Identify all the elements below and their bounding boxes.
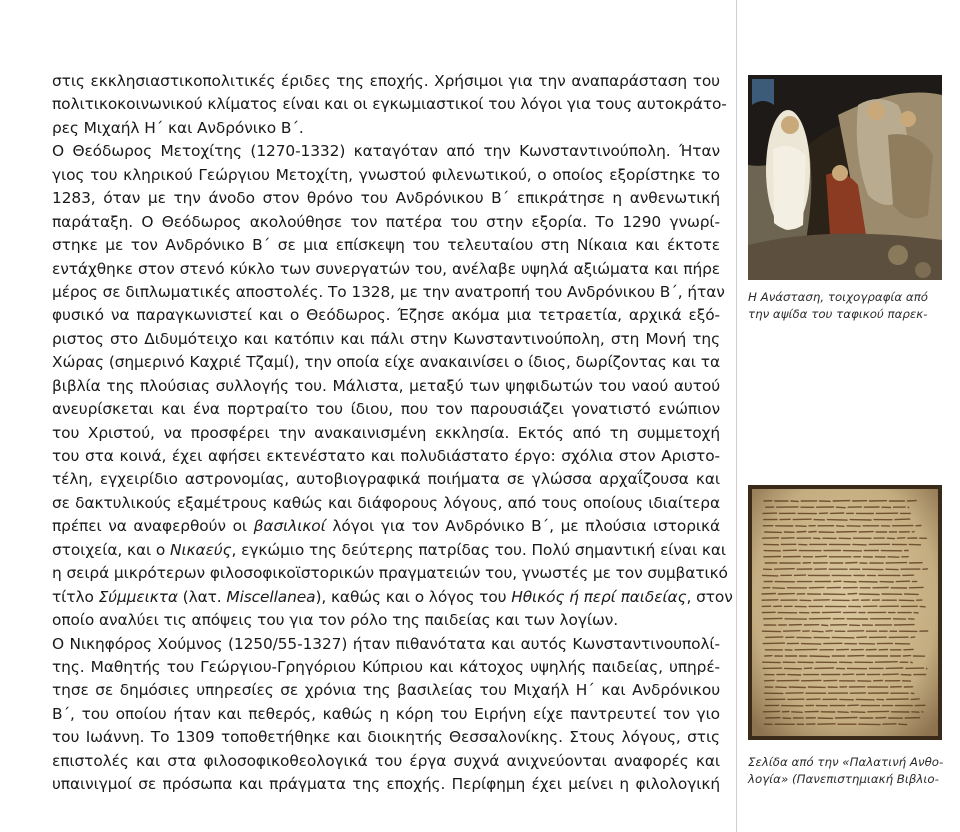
manuscript-writing-stroke <box>848 594 857 595</box>
manuscript-writing-stroke <box>895 519 910 520</box>
body-text <box>52 70 733 797</box>
manuscript-writing-stroke <box>911 662 913 663</box>
manuscript-writing-stroke <box>766 637 783 638</box>
text-segment: ), καθώς και ο λόγος του <box>315 587 512 606</box>
text-line <box>52 586 733 609</box>
text-segment: γιος του κληρικού Γεώργιου Μετοχίτη, γνωστού φιλενωτικού, ο οποίος εξορίστηκε το <box>52 165 720 184</box>
caption-line: λογία» (Πανεπιστημιακή Βιβλιο- <box>748 772 939 786</box>
text-line <box>52 211 720 234</box>
text-segment: Χώρας (σημερινό Καχριέ Τζαμί), την οποία είχε ανακαινίσει ο ίδιος, δωρίζοντας και τα <box>52 353 720 372</box>
text-line <box>52 539 726 562</box>
manuscript-writing-stroke <box>810 656 829 657</box>
manuscript-writing-stroke <box>883 674 898 675</box>
text-line <box>52 258 720 281</box>
text-line <box>52 515 720 538</box>
italic-title: Νικαεύς <box>170 540 232 559</box>
text-segment: στηκε με τον Ανδρόνικο Β΄ σε μια επίσκεψη του τελευταίου στη Νίκαια και έκτοτε <box>52 236 720 255</box>
text-segment: επιστολές και στα φιλοσοφικοθεολογικά του έργα συχνά ανιχνεύονται αναφορές και <box>52 751 720 770</box>
manuscript-writing-stroke <box>911 699 919 700</box>
manuscript-writing-stroke <box>763 643 784 644</box>
text-segment: στις εκκλησιαστικοπολιτικές έριδες της εποχής. Χρήσιμοι για την αναπαράσταση του <box>52 72 720 90</box>
text-segment: Ο Θεόδωρος Μετοχίτης (1270-1332) καταγόταν από την Κωνσταντινούπολη. Ήταν <box>52 142 720 161</box>
text-segment: τέλη, εγχειρίδιο αστρονομίας, αυτοβιογραφικά ποιήματα σε γλώσσα αρχαΐζουσα και <box>52 470 720 489</box>
text-line <box>52 117 720 140</box>
text-line <box>52 234 720 257</box>
text-segment: η σειρά μικρότερων φιλοσοφικοϊστορικών πραγματειών του, γνωστές με τον συμβατικό <box>52 564 728 583</box>
manuscript-writing-stroke <box>876 662 898 663</box>
manuscript-writing-stroke <box>773 588 785 589</box>
text-line <box>52 726 720 749</box>
text-line <box>52 679 720 702</box>
text-segment: φυσικό να παραγκωνιστεί και ο Θεόδωρος. Έζησε ακόμα μια τετραετία, αρχικά εξό- <box>52 306 720 325</box>
text-segment: της. Μαθητής του Γεώργιου-Γρηγόριου Κύπριου και κάτοχος υψηλής παιδείας, υπηρέ- <box>52 657 720 676</box>
text-segment: οποίο αναλύει τις απόψεις του για τον ρόλο της παιδείας και των λογίων. <box>52 611 619 630</box>
text-segment: (λατ. <box>177 587 227 606</box>
text-segment: μέρος σε διπλωματικές αποστολές. Το 1328, με την ανατροπή του Ανδρόνικου Β΄, ήταν <box>52 282 725 301</box>
text-segment: του Ιωάννη. Το 1309 τοποθετήθηκε και διοικητής Θεσσαλονίκης. Στους λόγους, στις <box>52 728 720 747</box>
text-segment: παράταξη. Ο Θεόδωρος ακολούθησε τον πατέρα του στην εξορία. Το 1290 γνωρί- <box>52 212 720 231</box>
text-line <box>52 562 728 585</box>
manuscript-writing-stroke <box>848 705 858 706</box>
manuscript-writing-stroke <box>775 569 795 570</box>
manuscript-writing-stroke <box>846 563 857 564</box>
manuscript-writing-stroke <box>827 520 847 521</box>
text-segment: του Χριστού, να προσφέρει την ανακαινισμένη εκκλησία. Εκτός από τη συμμετοχή <box>52 423 720 442</box>
manuscript-writing-stroke <box>784 631 800 632</box>
text-line <box>52 351 720 374</box>
caption-line: την αψίδα του ταφικού παρεκ- <box>748 307 928 321</box>
manuscript-writing-stroke <box>836 507 845 508</box>
text-segment: Β΄, του οποίου ήταν και πεθερός, καθώς η κόρη του Ειρήνη είχε παντρευτεί τον γιο <box>52 704 720 723</box>
manuscript-writing-stroke <box>802 644 821 645</box>
text-segment: του στα κοινά, έχει αφήσει εκτενέστατο και πολυδιάστατο έργο: σχόλια στον Αριστο- <box>52 447 720 465</box>
caption-line: Η Ανάσταση, τοιχογραφία από <box>748 290 929 304</box>
text-line <box>52 492 720 515</box>
text-segment: βιβλία της πλούσιας συλλογής του. Μάλιστα, μεταξύ των ψηφιδωτών του ναού αυτού <box>52 376 720 395</box>
text-segment: εντάχθηκε στον στενό κύκλο των συνεργατών του, ανέλαβε υψηλά αξιώματα και πήρε <box>52 259 720 278</box>
text-line <box>52 656 720 679</box>
text-line <box>52 422 720 445</box>
text-segment: υπαινιγμοί σε πρόσωπα και πράγματα της εποχής. Περίφημη έχει μείνει η φιλολογική <box>52 775 720 794</box>
manuscript-caption <box>748 754 948 788</box>
text-line <box>52 609 720 632</box>
italic-title: Ηθικός ή περί παιδείας <box>511 587 687 606</box>
text-segment: τίτλο <box>52 587 99 606</box>
text-line <box>52 633 720 656</box>
text-segment: Ο Νικηφόρος Χούμνος (1250/55-1327) ήταν πιθανότατα και αυτός Κωνσταντινουπολί- <box>52 634 720 653</box>
text-line <box>52 445 720 468</box>
text-segment: πρέπει να αναφερθούν οι <box>52 517 254 536</box>
manuscript-writing-stroke <box>809 532 816 533</box>
text-line <box>52 750 720 773</box>
text-line <box>52 304 720 327</box>
text-line <box>52 398 720 421</box>
text-segment: 1283, όταν με την άνοδο στον θρόνο του Ανδρόνικου Β΄ επικράτησε η ανθενωτική <box>52 189 720 208</box>
text-line <box>52 328 720 351</box>
manuscript-writing-stroke <box>763 575 778 576</box>
manuscript-writing-stroke <box>822 625 828 626</box>
text-line <box>52 70 720 93</box>
text-line <box>52 187 720 210</box>
text-line <box>52 468 720 491</box>
manuscript-writing-stroke <box>789 687 805 688</box>
text-segment: ανευρίσκεται και ένα πορτραίτο του ίδιου, που τον παρουσιάζει γονατιστό ενώπιον <box>52 400 720 419</box>
manuscript-writing-stroke <box>836 718 858 719</box>
italic-title: Σύμμεικτα <box>98 587 178 606</box>
manuscript-writing-stroke <box>815 556 826 557</box>
manuscript-writing-stroke <box>762 594 775 595</box>
manuscript-writing-stroke <box>797 532 806 533</box>
text-line <box>52 93 727 116</box>
text-segment: στοιχεία, και ο <box>52 540 171 559</box>
text-segment: πολιτικοκοινωνικού κλίματος είναι και οι εγκωμιαστικοί του λόγοι για τους αυτοκράτο- <box>52 95 727 114</box>
manuscript-writing-stroke <box>796 526 806 527</box>
text-line <box>52 140 720 163</box>
text-line <box>52 281 725 304</box>
text-segment: , εγκώμιο της δεύτερης πατρίδας του. Πολύ σημαντική είναι και <box>231 540 726 559</box>
text-segment: ρες Μιχαήλ Η΄ και Ανδρόνικο Β΄. <box>52 118 304 137</box>
manuscript-writing-stroke <box>826 631 832 632</box>
manuscript-writing-stroke <box>812 631 823 632</box>
text-line <box>52 164 720 187</box>
text-line <box>52 375 720 398</box>
italic-title: Miscellanea <box>226 587 316 606</box>
text-line <box>52 773 720 796</box>
text-segment: τησε σε δημόσιες υπηρεσίες σε χρόνια της βασιλείας του Μιχαήλ Η΄ και Ανδρόνικου <box>52 681 720 700</box>
text-segment: λόγοι για τον Ανδρόνικο Β΄, με πλούσια ιστορικά <box>325 517 720 536</box>
manuscript-writing-stroke <box>851 712 865 713</box>
text-segment: σε δακτυλικούς εξαμέτρους καθώς και διάφορους λόγους, από τους οποίους ιδιαίτερα <box>52 493 720 512</box>
fresco-caption <box>748 289 948 323</box>
manuscript-writing-stroke <box>860 594 880 595</box>
manuscript-writing-stroke <box>853 544 866 545</box>
text-segment: ριστος στο Διδυμότειχο και κατόπιν και πάλι στην Κωνσταντινούπολη, στη Μονή της <box>52 329 720 348</box>
manuscript-writing-stroke <box>837 526 844 527</box>
manuscript-writing-stroke <box>838 712 848 713</box>
text-segment: , στον <box>686 587 733 606</box>
manuscript-writing-stroke <box>792 712 802 713</box>
italic-title: βασιλικοί <box>253 517 326 536</box>
text-line <box>52 703 720 726</box>
caption-line: Σελίδα από την «Παλατινή Ανθο- <box>748 755 944 769</box>
manuscript-page-image <box>748 485 942 740</box>
fresco-anastasis-image <box>748 75 942 280</box>
column-divider <box>736 0 737 832</box>
